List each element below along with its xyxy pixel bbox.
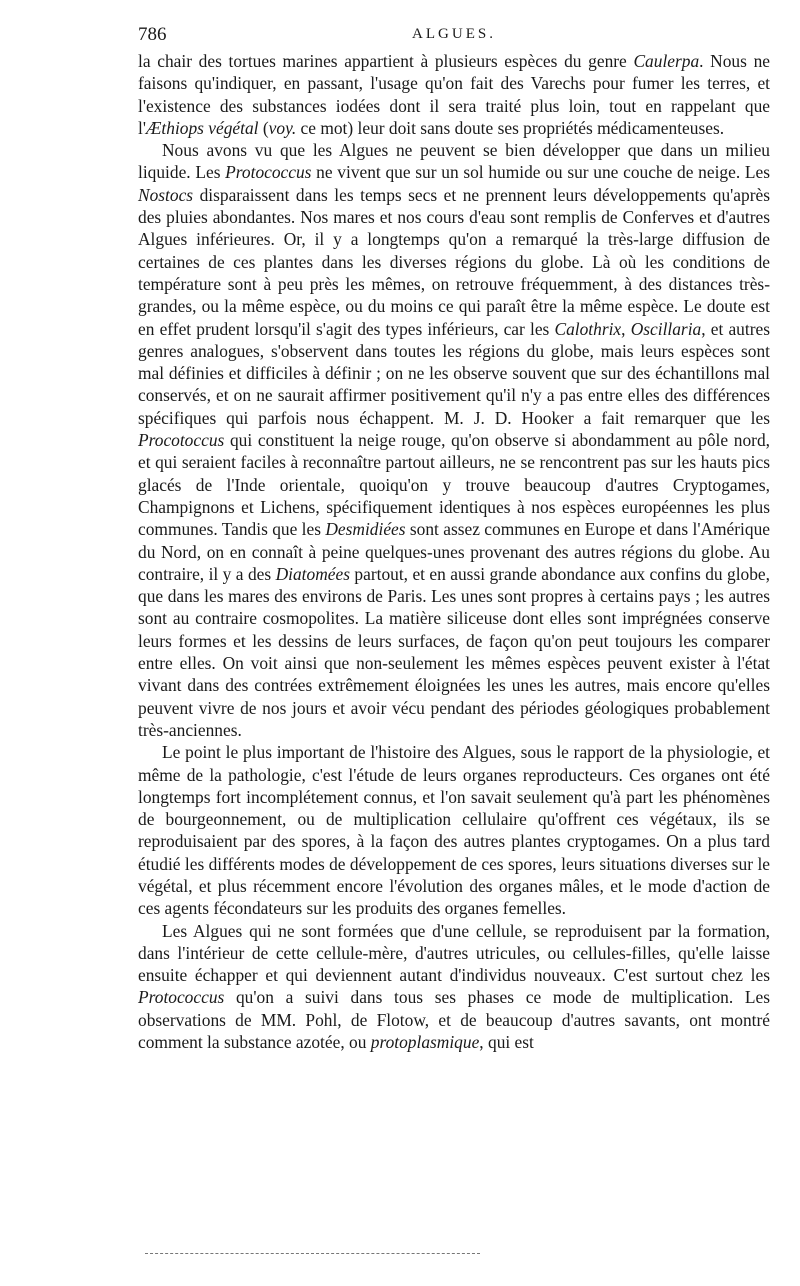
italic-term: Protococcus xyxy=(138,987,225,1008)
italic-term: Calothrix xyxy=(554,318,622,339)
text-run: ne vivent que sur un sol humide ou sur une couche de neige. Les xyxy=(311,162,770,183)
text-run: partout, et en aussi grande abondance aux confins du globe, que dans les mares des environs de Paris. Les unes sont propres à certains pays ; les autres sont au contraire cosmopolites. La matière siliceuse dont elles sont imprégnées conserve leurs formes et les dessins de leurs surfaces, de façon qu'on peut toujours les comparer entre elles. On voit ainsi que non-seulement les mêmes espèces peuvent exister à l'état vivant dans des contrées extrêmement éloignées les unes les autres, mais encore qu'elles peuvent vivre de nos jours et avoir vécu pendant des périodes géologiques probablement très-anciennes. xyxy=(138,563,770,740)
text-run: ( xyxy=(258,117,269,138)
paragraph xyxy=(138,741,770,919)
page-header xyxy=(138,22,770,50)
text-run: , qui est xyxy=(479,1032,534,1053)
text-run: Le point le plus important de l'histoire des Algues, sous le rapport de la physiologie, et même de la pathologie, c'est l'étude de leurs organes reproducteurs. Ces organes ont été longtemps fort incomplétement connus, et l'on savait seulement qu'à part les phénomènes de bourgeonnement, ou de multiplication cellulaire qu'offrent ces végétaux, ils se reproduisaient par des spores, à la façon des autres plantes cryptogames. On a plus tard étudié les différents modes de développement de ces spores, leurs situations diverses sur le végétal, et plus récemment encore l'évolution des organes mâles, et le mode d'action de ces agents fécondateurs sur les produits des organes femelles. xyxy=(138,742,770,919)
italic-term: Oscillaria xyxy=(630,318,702,339)
text-run: qu'on a suivi dans tous ses phases ce mode de multiplication. Les observations de MM. Pohl, de Flotow, et de beaucoup d'autres savants, ont montré comment la substance azotée, ou xyxy=(138,987,770,1053)
text-run: , xyxy=(621,318,631,339)
text-run: Les Algues qui ne sont formées que d'une cellule, se reproduisent par la formation, dans l'intérieur de cette cellule-mère, d'autres utricules, ou cellules-filles, qu'elle laisse ensuite échapper et qui deviennent autant d'individus nouveaux. C'est surtout chez les xyxy=(138,920,770,986)
italic-term: Diatomées xyxy=(275,563,350,584)
paragraph xyxy=(138,50,770,139)
italic-term: voy. xyxy=(268,117,297,138)
running-title: ALGUES. xyxy=(412,26,496,42)
italic-term: Caulerpa xyxy=(633,51,700,71)
text-run: qui constituent la neige rouge, qu'on observe si abondamment au pôle nord, et qui seraient faciles à reconnaître partout ailleurs, ne se rencontrent pas sur les hauts pics glacés de l'Inde orientale, quoiqu'on y trouve beaucoup d'autres Cryptogames, Champignons et Lichens, spécifiquement identiques à nos espèces européennes les plus communes. Tandis que les xyxy=(138,430,770,540)
italic-term: Procotoccus xyxy=(138,430,225,451)
paragraph xyxy=(138,139,770,741)
text-run: la chair des tortues marines appartient à plusieurs espèces du genre xyxy=(138,51,634,71)
italic-term: Æthiops végétal xyxy=(145,117,259,138)
text-run: sont assez communes en Europe et dans l'Amérique du Nord, on en connaît à peine quelques-unes provenant des autres régions du globe. Au contraire, il y a des xyxy=(138,519,770,584)
text-run: Nous avons vu que les Algues ne peuvent se bien développer que dans un milieu liquide. Les xyxy=(138,140,770,183)
italic-term: Nostocs xyxy=(138,184,194,205)
italic-term: protoplasmique xyxy=(370,1032,480,1053)
italic-term: Protococcus xyxy=(225,162,312,183)
text-run: , et autres genres analogues, s'observent dans toutes les régions du globe, mais leurs espèces sont mal définies et difficiles à définir ; on ne les observe souvent que sur des échantillons mal conservés, et on ne saurait affirmer positivement qu'il n'y a pas entre elles des différences spécifiques qui parfois nous échappent. M. J. D. Hooker a fait remarquer que les xyxy=(138,318,770,428)
body-text xyxy=(138,50,770,1053)
text-run: . Nous ne faisons qu'indiquer, en passant, l'usage qu'on fait des Varechs pour fumer les terres, et l'existence des substances iodées dont il sera traité plus loin, tout en rappelant que l' xyxy=(138,51,770,138)
text-run: disparaissent dans les temps secs et ne prennent leurs développements qu'après des pluies abondantes. Nos mares et nos cours d'eau sont remplis de Conferves et d'autres Algues inférieures. Or, il y a longtemps qu'on a remarqué la très-large diffusion de certaines de ces plantes dans les diverses régions du globe. Là où les conditions de température sont à peu près les mêmes, on retrouve fréquemment, à des distances très-grandes, ou la même espèce, ou du moins ce qui paraît être la même espèce. Le doute est en effet prudent lorsqu'il s'agit des types inférieurs, car les xyxy=(138,184,770,339)
italic-term: Desmidiées xyxy=(325,519,406,540)
page-number: 786 xyxy=(138,24,167,45)
footer-dashed-rule xyxy=(145,1253,480,1254)
text-run: ce mot) leur doit sans doute ses propriétés médicamenteuses. xyxy=(296,117,725,138)
paragraph xyxy=(138,920,770,1054)
